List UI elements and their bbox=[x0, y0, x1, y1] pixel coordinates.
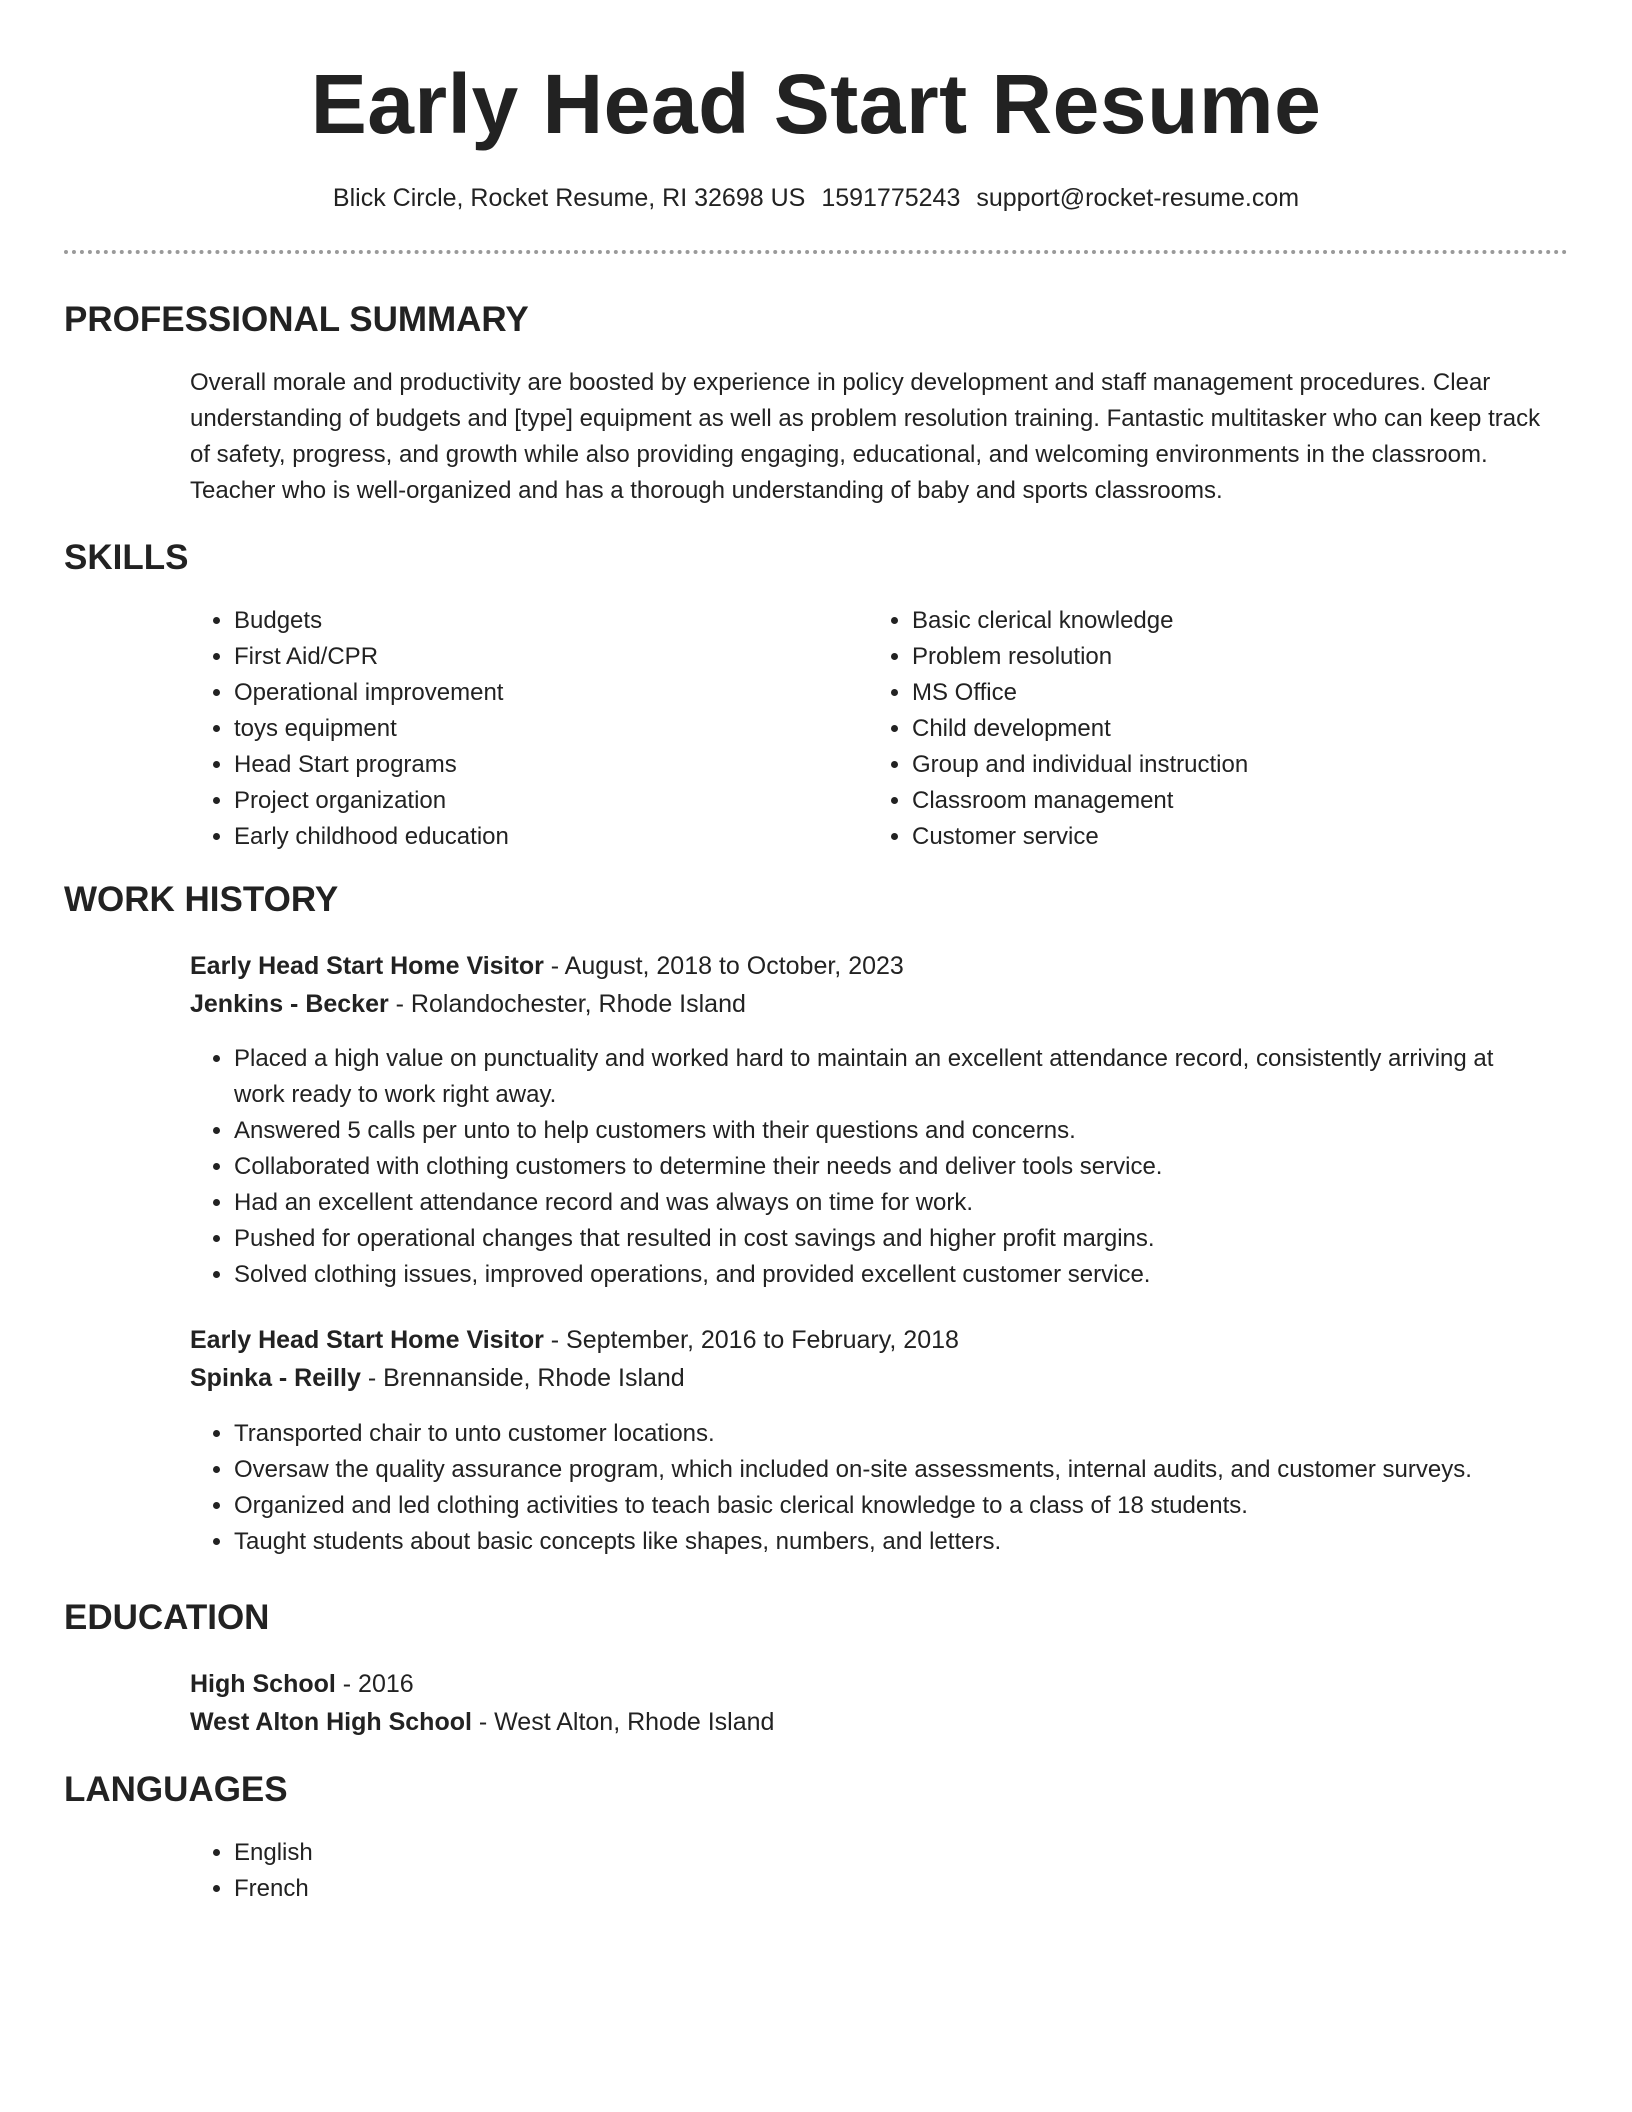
contact-email: support@rocket-resume.com bbox=[976, 184, 1300, 212]
education-degree-line bbox=[190, 1665, 1550, 1703]
job-bullet: • Collaborated with clothing customers to determine their needs and deliver tools service. bbox=[234, 1149, 1550, 1185]
skill-item: • Basic clerical knowledge bbox=[912, 603, 1488, 639]
education-year: - 2016 bbox=[335, 1670, 414, 1698]
education-school-line bbox=[190, 1703, 1550, 1741]
education-location: - West Alton, Rhode Island bbox=[471, 1708, 775, 1736]
skill-item: • Child development bbox=[912, 711, 1488, 747]
job-bullet: • Taught students about basic concepts like shapes, numbers, and letters. bbox=[234, 1524, 1550, 1560]
job-bullet: • Oversaw the quality assurance program, which included on-site assessments, internal audits, and customer surveys. bbox=[234, 1452, 1550, 1488]
work-heading: WORK HISTORY bbox=[64, 880, 339, 919]
skill-item: • Early childhood education bbox=[234, 819, 810, 855]
job-bullets bbox=[190, 1041, 1550, 1293]
job-bullet: • Placed a high value on punctuality and worked hard to maintain an excellent attendance record, consistently arriving at work ready to work right away. bbox=[234, 1041, 1550, 1113]
language-item: • French bbox=[234, 1871, 1550, 1907]
contact-phone: 1591775243 bbox=[821, 184, 961, 212]
job-dates: - September, 2016 to February, 2018 bbox=[543, 1326, 959, 1354]
language-item: • English bbox=[234, 1835, 1550, 1871]
skill-item: • First Aid/CPR bbox=[234, 639, 810, 675]
education-degree: High School bbox=[190, 1670, 336, 1698]
job-company-line bbox=[190, 985, 1550, 1023]
job-company: Jenkins - Becker bbox=[190, 990, 389, 1018]
job-location: - Brennanside, Rhode Island bbox=[360, 1364, 685, 1392]
education-entry bbox=[190, 1665, 1550, 1741]
skills-list-right bbox=[868, 603, 1488, 855]
skill-item: • Project organization bbox=[234, 783, 810, 819]
contact-address: Blick Circle, Rocket Resume, RI 32698 US bbox=[332, 184, 806, 212]
languages-heading: LANGUAGES bbox=[64, 1770, 288, 1809]
education-heading: EDUCATION bbox=[64, 1598, 270, 1637]
job-entry bbox=[190, 947, 1550, 1023]
job-dates: - August, 2018 to October, 2023 bbox=[543, 952, 904, 980]
education-school: West Alton High School bbox=[190, 1708, 472, 1736]
job-bullet: • Had an excellent attendance record and was always on time for work. bbox=[234, 1185, 1550, 1221]
skill-item: • Budgets bbox=[234, 603, 810, 639]
skill-item: • Group and individual instruction bbox=[912, 747, 1488, 783]
job-bullet: • Pushed for operational changes that resulted in cost savings and higher profit margins. bbox=[234, 1221, 1550, 1257]
summary-text: Overall morale and productivity are boosted by experience in policy development and staff management procedures. Clear understanding of budgets and [type] equipment as well as problem resolution training. Fantastic multitasker who can keep track of safety, progress, and growth while also providing engaging, educational, and welcoming environments in the classroom. Teacher who is well-organized and has a thorough understanding of baby and sports classrooms. bbox=[190, 369, 1541, 504]
job-bullet: • Organized and led clothing activities to teach basic clerical knowledge to a class of 18 students. bbox=[234, 1488, 1550, 1524]
skill-item: • MS Office bbox=[912, 675, 1488, 711]
skill-item: • Customer service bbox=[912, 819, 1488, 855]
skill-item: • Problem resolution bbox=[912, 639, 1488, 675]
job-title-line bbox=[190, 947, 1550, 985]
skill-item: • Operational improvement bbox=[234, 675, 810, 711]
job-company: Spinka - Reilly bbox=[190, 1364, 361, 1392]
summary-heading: PROFESSIONAL SUMMARY bbox=[64, 300, 529, 339]
job-title: Early Head Start Home Visitor bbox=[190, 1326, 544, 1354]
job-bullet: • Answered 5 calls per unto to help customers with their questions and concerns. bbox=[234, 1113, 1550, 1149]
job-title-line bbox=[190, 1321, 1550, 1359]
job-company-line bbox=[190, 1359, 1550, 1397]
skills-list-left bbox=[190, 603, 810, 855]
job-entry bbox=[190, 1321, 1550, 1397]
skill-item: • toys equipment bbox=[234, 711, 810, 747]
skill-item: • Classroom management bbox=[912, 783, 1488, 819]
contact-line bbox=[0, 180, 1632, 216]
languages-list bbox=[190, 1835, 1550, 1907]
job-title: Early Head Start Home Visitor bbox=[190, 952, 544, 980]
job-bullet: • Transported chair to unto customer locations. bbox=[234, 1416, 1550, 1452]
skill-item: • Head Start programs bbox=[234, 747, 810, 783]
resume-title: Early Head Start Resume bbox=[310, 57, 1322, 151]
job-location: - Rolandochester, Rhode Island bbox=[388, 990, 746, 1018]
header-divider bbox=[64, 250, 1568, 254]
job-bullet: • Solved clothing issues, improved operations, and provided excellent customer service. bbox=[234, 1257, 1550, 1293]
skills-heading: SKILLS bbox=[64, 538, 189, 577]
job-bullets bbox=[190, 1416, 1550, 1560]
